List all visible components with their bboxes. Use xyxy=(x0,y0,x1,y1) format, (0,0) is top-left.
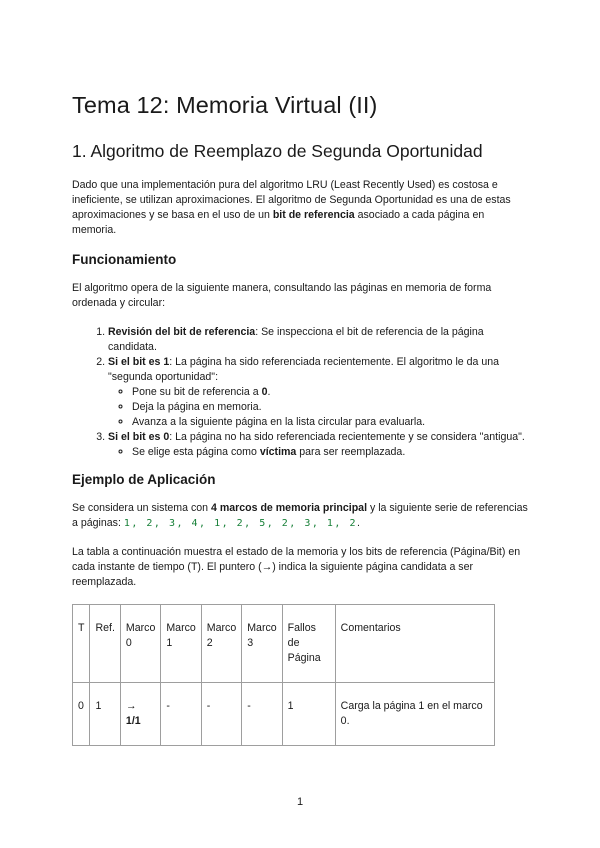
state-table xyxy=(72,604,495,746)
cell-marco-0: → 1/1 xyxy=(120,683,160,746)
header-ref: Ref. xyxy=(90,605,120,683)
subsection-heading-funcionamiento: Funcionamiento xyxy=(72,252,177,267)
cell-fallos: 1 xyxy=(282,683,335,746)
sub-list-item: ◦ Se elige esta página como víctima para ser reemplazada. xyxy=(132,445,528,460)
sub-list-item: ◦ Pone su bit de referencia a 0. xyxy=(132,385,528,400)
section-heading: 1. Algoritmo de Reemplazo de Segunda Oportunidad xyxy=(72,141,483,161)
header-marco-1: Marco 1 xyxy=(161,605,201,683)
header-marco-0: Marco 0 xyxy=(120,605,160,683)
cell-marco-3: - xyxy=(242,683,282,746)
bold-term: bit de referencia xyxy=(272,209,355,221)
document-title: Tema 12: Memoria Virtual (II) xyxy=(72,92,378,118)
header-fallos: Fallos de Página xyxy=(282,605,335,683)
table-row xyxy=(73,683,495,746)
ejemplo-paragraph: Se considera un sistema con 4 marcos de memoria principal y la siguiente serie de referencias a páginas: 1, 2, 3, 4, 1, 2, 5, 2, 3, 1, 2. xyxy=(72,502,528,529)
cell-marco-1: - xyxy=(161,683,201,746)
header-marco-2: Marco 2 xyxy=(201,605,241,683)
reference-sequence: 1, 2, 3, 4, 1, 2, 5, 2, 3, 1, 2 xyxy=(123,518,357,529)
table-description: La tabla a continuación muestra el estado de la memoria y los bits de referencia (Página/Bit) en cada instante de tiempo (T). El puntero (→) indica la siguiente página candidata a ser reemplazada. xyxy=(72,546,521,588)
intro-paragraph: Dado que una implementación pura del algoritmo LRU (Least Recently Used) es costosa e ineficiente, se utilizan aproximaciones. El algoritmo de Segunda Oportunidad es una de estas aproximaciones y se basa en el uso de un bit de referencia asociado a cada página en memoria. xyxy=(72,179,511,236)
cell-marco-2: - xyxy=(201,683,241,746)
pointer-arrow: → xyxy=(125,700,137,712)
sub-list xyxy=(108,445,528,460)
cell-comentario: Carga la página 1 en el marco 0. xyxy=(335,683,494,746)
cell-ref: 1 xyxy=(90,683,120,746)
list-item: 2. Si el bit es 1: La página ha sido referenciada recientemente. El algoritmo le da una "segunda oportunidad": ◦ Pone su bit de referencia a 0. ◦ Deja la página en memoria. ◦ Avanza a la siguiente página en la lista circular para evaluarla. xyxy=(108,355,528,430)
subsection-heading-ejemplo: Ejemplo de Aplicación xyxy=(72,472,216,487)
sub-list-item: ◦ Avanza a la siguiente página en la lista circular para evaluarla. xyxy=(132,415,528,430)
funcionamiento-intro: El algoritmo opera de la siguiente manera, consultando las páginas en memoria de forma ordenada y circular: xyxy=(72,282,492,309)
document-page xyxy=(72,92,528,746)
header-marco-3: Marco 3 xyxy=(242,605,282,683)
header-t: T xyxy=(73,605,90,683)
sub-list-item: ◦ Deja la página en memoria. xyxy=(132,400,528,415)
page-number: 1 xyxy=(296,796,304,808)
table-header-row xyxy=(73,605,495,683)
header-comentarios: Comentarios xyxy=(335,605,494,683)
steps-list xyxy=(72,325,528,460)
list-item: 1. Revisión del bit de referencia: Se inspecciona el bit de referencia de la página candidata. xyxy=(108,325,528,355)
sub-list xyxy=(108,385,528,430)
list-item: 3. Si el bit es 0: La página no ha sido referenciada recientemente y se considera "antigua". ◦ Se elige esta página como víctima para ser reemplazada. xyxy=(108,430,528,460)
cell-t: 0 xyxy=(73,683,90,746)
